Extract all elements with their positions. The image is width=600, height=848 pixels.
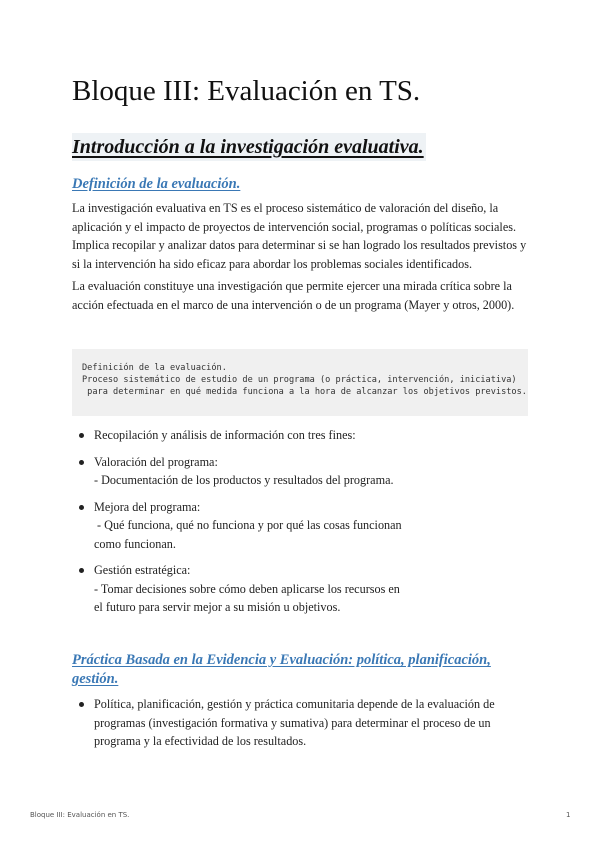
list-item-text: - Qué funciona, qué no funciona y por qué las cosas funcionan	[94, 518, 402, 532]
code-line: Definición de la evaluación.	[82, 363, 227, 373]
list-item-text: como funcionan.	[94, 536, 176, 551]
page-number: 1	[566, 811, 571, 819]
bullet-icon	[79, 702, 84, 707]
list-item	[72, 498, 528, 554]
section-heading-highlight	[72, 133, 426, 161]
code-block	[72, 349, 528, 416]
code-line: para determinar en qué medida funciona a la hora de alcanzar los objetivos previstos.	[82, 387, 527, 397]
bullet-icon	[79, 568, 84, 573]
bullet-list-fines	[72, 426, 528, 625]
list-item-text: Política, planificación, gestión y práctica comunitaria depende de la evaluación de	[94, 697, 495, 711]
paragraph-mirada-critica: La evaluación constituye una investigación que permite ejercer una mirada crítica sobre la acción efectuada en el marco de una intervención o de un programa (Mayer y otros, 2000).	[72, 279, 515, 312]
section-heading: Introducción a la investigación evaluativa.	[72, 136, 424, 158]
list-item	[72, 561, 528, 617]
list-item-text: - Tomar decisiones sobre cómo deben aplicarse los recursos en	[94, 581, 400, 596]
code-line: Proceso sistemático de estudio de un programa (o práctica, intervención, iniciativa)	[82, 375, 517, 385]
subheading-definicion: Definición de la evaluación.	[72, 176, 241, 192]
bullet-icon	[79, 460, 84, 465]
list-item-text: - Documentación de los productos y resultados del programa.	[94, 473, 394, 487]
footer-title: Bloque III: Evaluación en TS.	[30, 811, 130, 819]
bullet-icon	[79, 505, 84, 510]
list-item	[72, 695, 528, 751]
paragraph-definicion: La investigación evaluativa en TS es el proceso sistemático de valoración del diseño, la aplicación y el impacto de proyectos de intervención social, programas o políticas sociales. Implica recopilar y analizar datos para determinar si se han logrado los resultados previstos y si la intervención ha sido eficaz para abordar los problemas sociales identificados.	[72, 201, 527, 271]
bullet-list-politica	[72, 695, 528, 759]
list-item-text: el futuro para servir mejor a su misión u objetivos.	[94, 600, 341, 614]
list-item-text: Valoración del programa:	[94, 454, 218, 469]
page-title: Bloque III: Evaluación en TS.	[72, 75, 421, 107]
list-item-text: programas (investigación formativa y sumativa) para determinar el proceso de un	[94, 715, 491, 730]
list-item-text: programa y la efectividad de los resultados.	[94, 734, 307, 748]
list-item	[72, 426, 528, 445]
list-item-text: Mejora del programa:	[94, 499, 201, 514]
subheading-practica-basada-evidencia: Práctica Basada en la Evidencia y Evaluación: política, planificación, gestión.	[72, 652, 491, 687]
list-item-text: Recopilación y análisis de información con tres fines:	[94, 428, 356, 442]
bullet-icon	[79, 433, 84, 438]
list-item-text: Gestión estratégica:	[94, 563, 191, 577]
list-item	[72, 453, 528, 490]
